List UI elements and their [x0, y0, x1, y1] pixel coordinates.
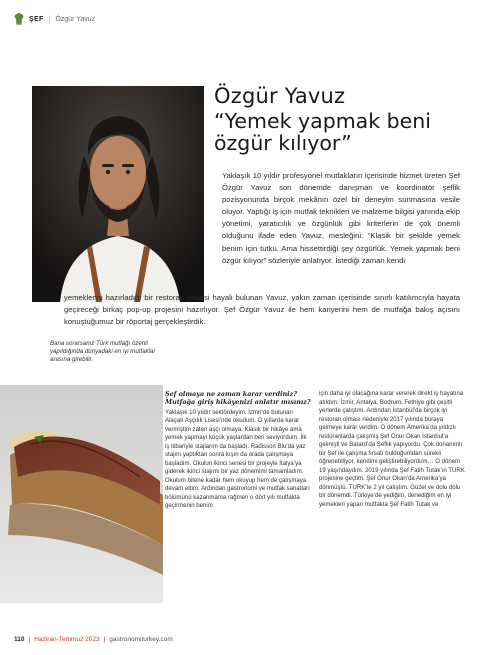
issue-label: Haziran-Temmuz 2023	[34, 636, 100, 643]
chef-name: Özgür Yavuz	[214, 84, 346, 108]
header-person: Özgür Yavuz	[55, 15, 96, 23]
chef-portrait	[32, 86, 204, 302]
column-2-text: için daha iyi olacağına karar vererek direkt iş hayatına atıldım. İzmir, Antalya, Bodrum, Fethiye gibi çeşitli yerlerde çalıştım. Ardından İstanbul’da birçok iyi restoran olması nedeniyle 2017 yılında buraya gelmeye karar verdim. O dönem Amerika’da yıldızlı restoranlarda çalışmış Şef Onur Okan İstanbul’a gelmişti ve Batard’da Şeflik yapıyordu. Çok donanımlı bir Şef ile çalışma fırsatı bulduğumdan sürekli öğrenebiliyor, kendimi geliştirebiliyordum… O dönem 19 yaşındaydım. 2019 yılında Şef Fatih Tutak’ın TURK projesine geçtim. Şef Onur Okan’da Amerika’ya dönmüştü. TURK’te 2 yıl çalıştım. Güzel ve dolu dolu bir dönemdi. Türkiye’de yediğim, denediğim en iyi yemekleri yapan mutfakta Şef Fatih Tutak ve	[319, 391, 465, 508]
page-header	[14, 11, 95, 27]
section-label: ŞEF	[29, 15, 44, 23]
article-column-2	[319, 390, 465, 509]
chef-hat-icon	[14, 13, 24, 25]
title-quote: “Yemek yapmak beni özgür kılıyor”	[214, 109, 431, 155]
portrait-caption: Bana sorarsanız Türk mutfağı özenli yapıldığında dünyadaki en iyi mutfaklar arasına girebilir.	[50, 340, 156, 363]
page-footer	[14, 636, 173, 643]
interview-question: Şef olmaya ne zaman karar verdiniz? Mutfağa giriş hikâyenizi anlatır mısınız?	[165, 390, 311, 407]
dish-photo	[0, 385, 163, 603]
intro-full-text: yemeklerini hazırladığı bir restoran projesi hayali bulunan Yavuz, yakın zaman içerisinde sınırlı katılımcıyla hayata geçireceği birkaç pop-up projesini hazırlıyor. Şef Özgür Yavuz ile hem kariyerini hem de mutfağa bakış açısını konuştuğumuz bir röportaj gerçekleştirdik.	[64, 293, 460, 327]
site-url: gastronomiturkey.com	[109, 636, 173, 643]
intro-paragraph-full	[64, 292, 460, 328]
intro-paragraph-wrapped: Yaklaşık 10 yıldır profesyonel mutfakların içerisinde hizmet üreten Şef Özgür Yavuz son dönemde danışman ve koordinatör şeflik pozisyonunda birçok mekânın özel bir deneyim sunmasına vesile oluyor. Yaptığı iş için mutfak teknikleri ve malzeme bilgisi yanında ekip yönetimi, yaratıcılık ve özgünlük gibi kriterlerin de çok önemli olduğunu ifade eden Yavuz, mesleğini: “Klasik bir şekilde yemek benim için tutku. Ama hissettirdiği şey özgürlük. Yemek yapmak beni özgür kılıyor” sözleriyle anlatıyor. İstediği zaman kendi	[222, 171, 460, 265]
article-title	[214, 84, 464, 154]
header-separator: |	[48, 15, 51, 23]
footer-separator-2: |	[103, 636, 106, 643]
article-column-1	[165, 390, 312, 511]
column-1-text: Yaklaşık 10 yıldır sektördeyim. İzmir’de bulunan Alaçatı Aşçılık Lisesi’nde okudum. O yıllarda karar vermiştim zaten aşçı olmaya. Klasik bir hikâye ama yemek yapmayı küçük yaşlardan beri seviyordum. İlk iş itibariyle stajlarım da başladı. Radisson Blu’da yaz stajını yaptıktan sonra kışın da orada çalışmaya başladım. Okulun ikinci senesi bir projeyle İtalya’ya giderek ikinci stajımı bir yaz dönemimi tamamladım. Okulum bitene kadar hem okuyup hem de çalışmaya devam ettim. Ardından gastronomi ve mutfak sanatları bölümünü kazanmama rağmen o dört yılı mutfakta geçirmenin benim	[165, 409, 310, 510]
footer-separator-1: |	[28, 636, 31, 643]
page-number: 110	[14, 636, 25, 643]
